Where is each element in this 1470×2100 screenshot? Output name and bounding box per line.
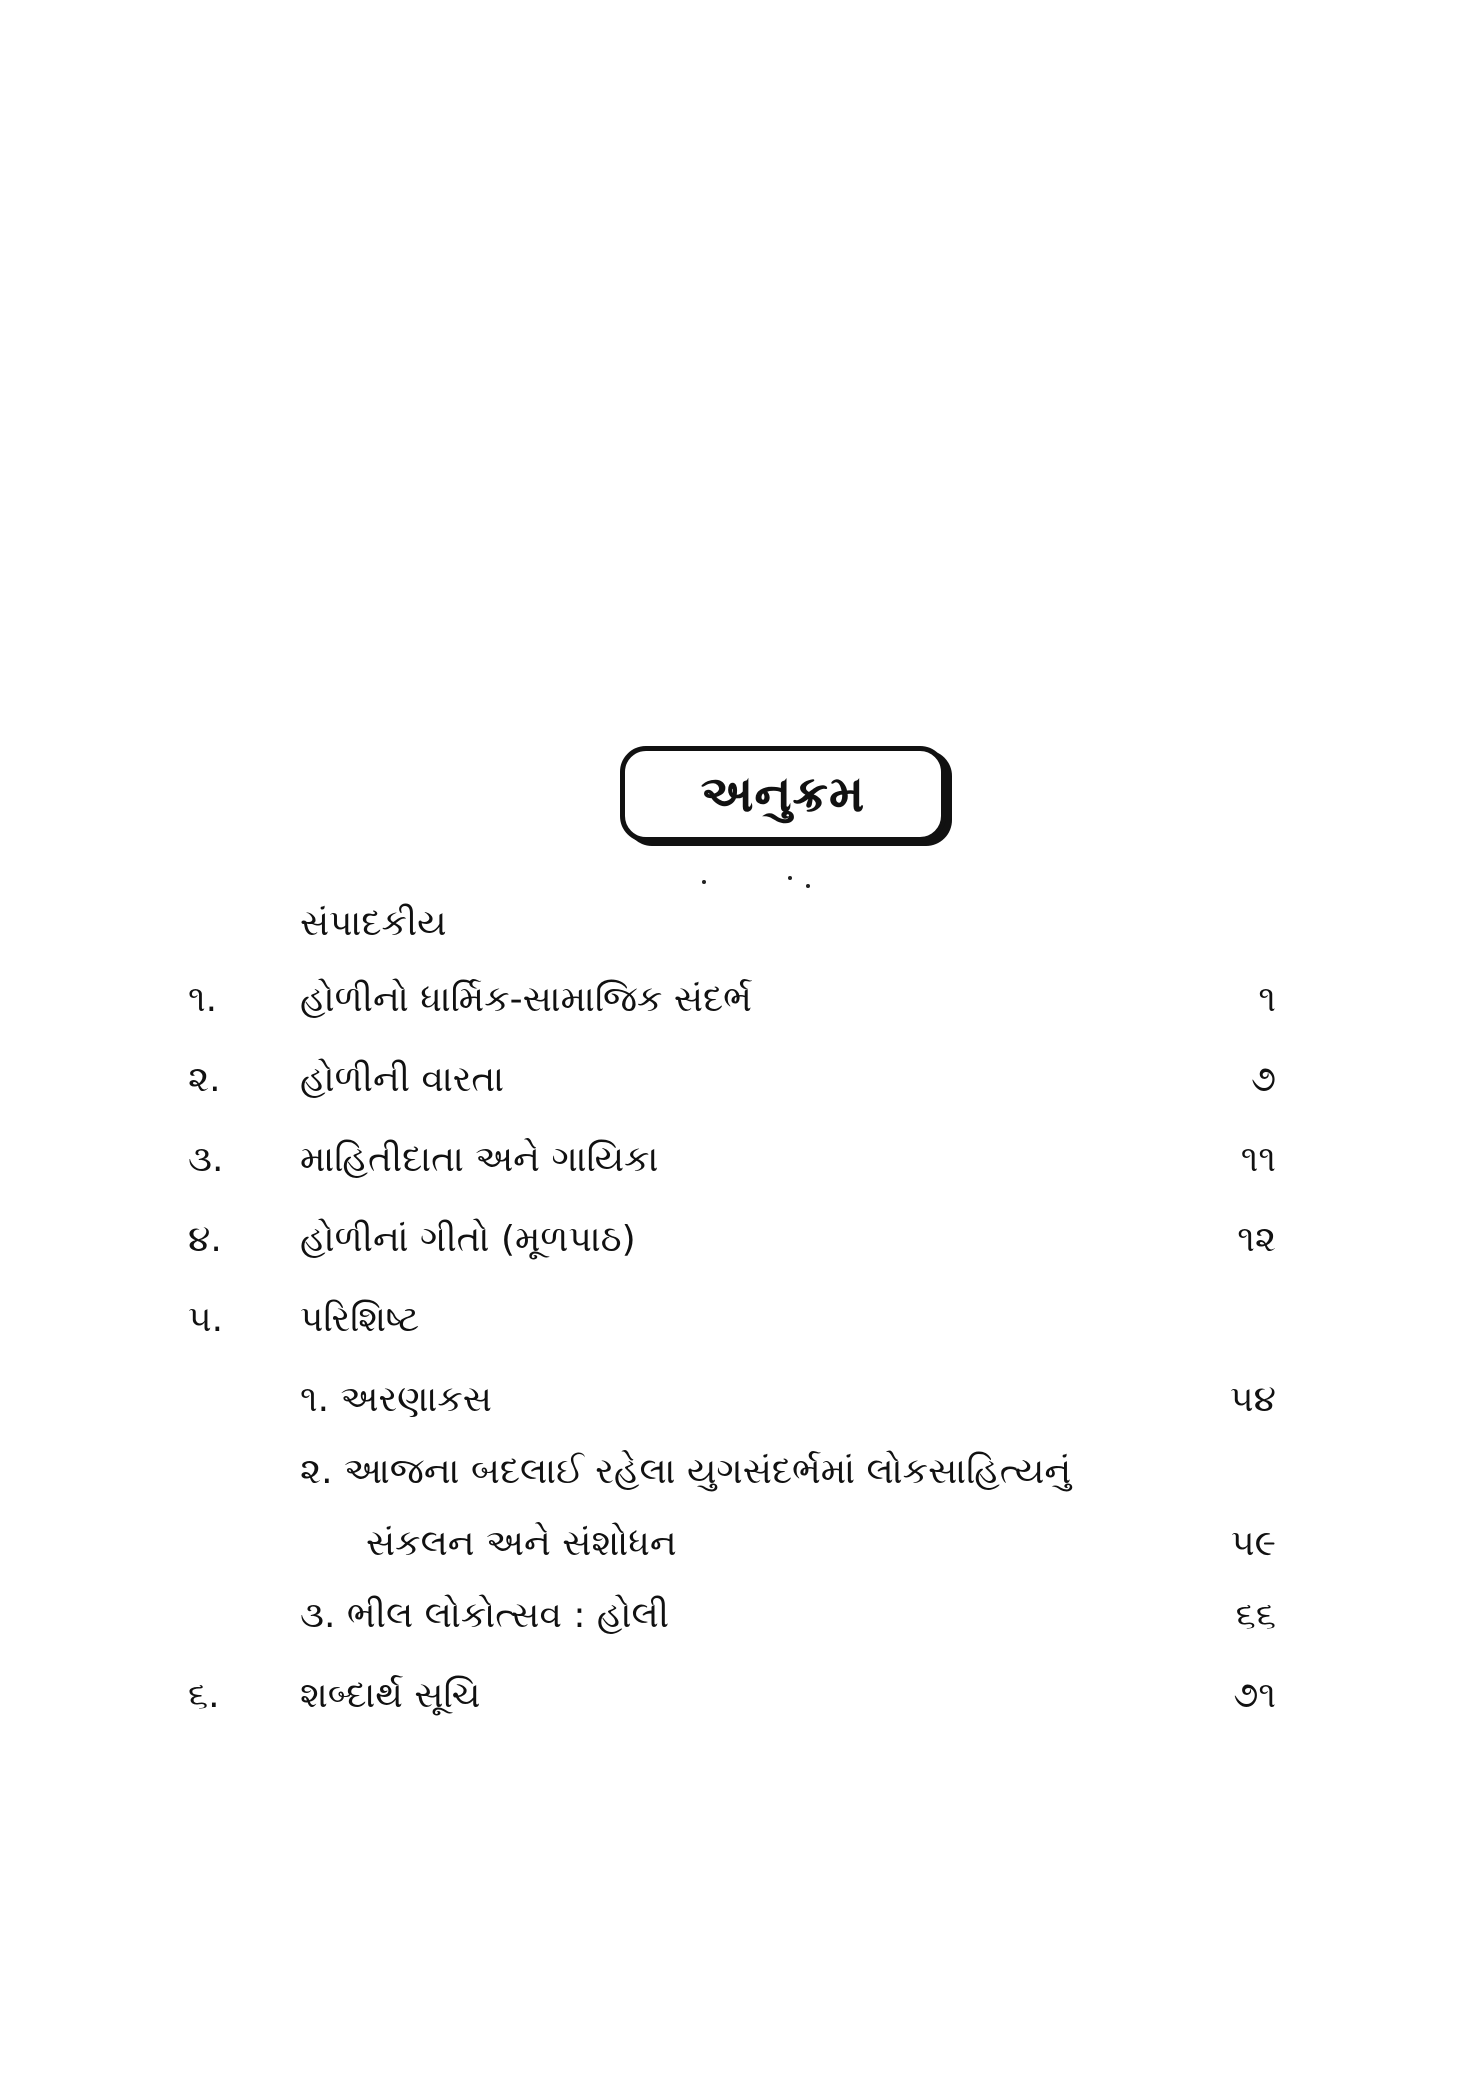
toc-number: ૧. — [188, 979, 218, 1020]
toc-subrow — [0, 1588, 1470, 1644]
toc-row — [0, 1212, 1470, 1268]
toc-subtitle: સંકલન અને સંશોધન — [366, 1523, 677, 1564]
toc-row — [0, 1132, 1470, 1188]
toc-number: ૬. — [188, 1675, 220, 1716]
toc-row — [0, 972, 1470, 1028]
toc-title: શબ્દાર્થ સૂચિ — [300, 1675, 481, 1716]
toc-page: ૫૪ — [1230, 1379, 1276, 1420]
toc-page: ૧ — [1258, 979, 1276, 1020]
toc-row — [0, 896, 1470, 952]
contents-heading: અનુક્રમ — [700, 765, 866, 823]
toc-number: ૫. — [188, 1299, 224, 1340]
toc-row — [0, 1668, 1470, 1724]
toc-subrow-continuation — [0, 1516, 1470, 1572]
toc-page: ૫૯ — [1231, 1523, 1276, 1564]
toc-subrow — [0, 1372, 1470, 1428]
toc-title: માહિતીદાતા અને ગાયિકા — [300, 1139, 659, 1180]
toc-page: ૭૧ — [1233, 1675, 1276, 1716]
toc-number: ૩. — [188, 1139, 224, 1180]
toc-title: પરિશિષ્ટ — [300, 1299, 420, 1340]
toc-page: ૧૧ — [1240, 1139, 1276, 1180]
toc-row — [0, 1052, 1470, 1108]
toc-subtitle: ૨. આજના બદલાઈ રહેલા યુગસંદર્ભમાં લોકસાહિત્યનું — [300, 1451, 1072, 1492]
toc-number: ૨. — [188, 1059, 221, 1100]
toc-number: ૪. — [188, 1219, 222, 1260]
toc-title: હોળીનો ધાર્મિક-સામાજિક સંદર્ભ — [300, 979, 752, 1020]
toc-title: હોળીનાં ગીતો (મૂળપાઠ) — [300, 1219, 636, 1260]
toc-page: ૧૨ — [1237, 1219, 1276, 1260]
toc-subtitle: ૩. ભીલ લોકોત્સવ : હોલી — [300, 1595, 670, 1636]
toc-page: ૬૬ — [1235, 1595, 1276, 1636]
toc-title: હોળીની વારતા — [300, 1059, 505, 1100]
toc-title: સંપાદકીય — [300, 903, 447, 944]
toc-subtitle: ૧. અરણાકસ — [300, 1379, 492, 1420]
toc-subrow — [0, 1444, 1470, 1500]
toc-row — [0, 1292, 1470, 1348]
toc-page: ૭ — [1250, 1059, 1276, 1100]
